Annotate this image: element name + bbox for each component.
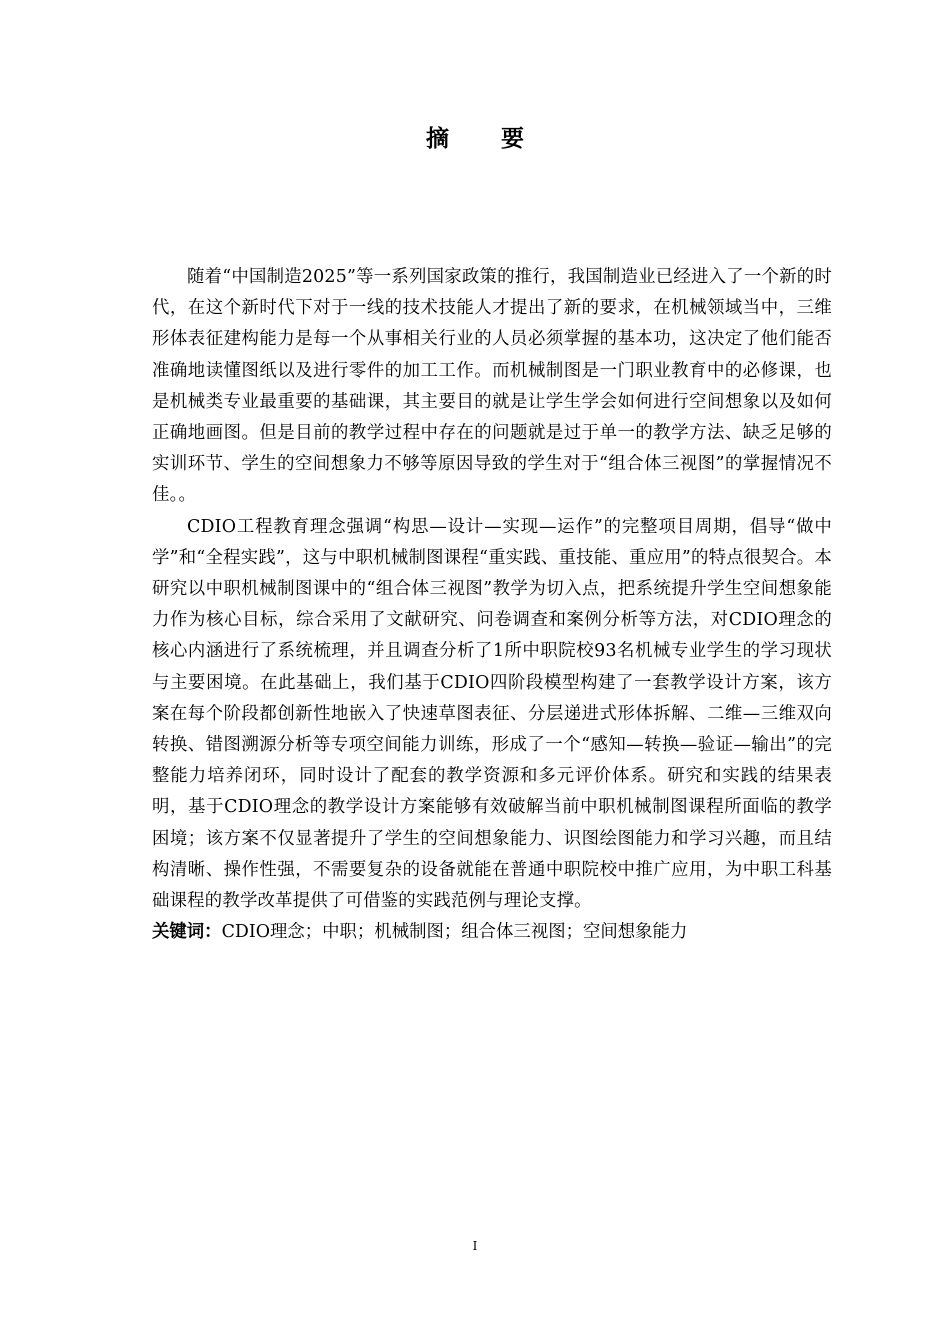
keywords-line bbox=[152, 917, 832, 948]
abstract-paragraph-2: CDIO工程教育理念强调“构思—设计—实现—运作”的完整项目周期，倡导“做中学”和“全程实践”，这与中职机械制图课程“重实践、重技能、重应用”的特点很契合。本研究以中职机械制图课中的“组合体三视图”教学为切入点，把系统提升学生空间想象能力作为核心目标，综合采用了文献研究、问卷调查和案例分析等方法，对CDIO理念的核心内涵进行了系统梳理，并且调查分析了1所中职院校93名机械专业学生的学习现状与主要困境。在此基础上，我们基于CDIO四阶段模型构建了一套教学设计方案，该方案在每个阶段都创新性地嵌入了快速草图表征、分层递进式形体拆解、二维—三维双向转换、错图溯源分析等专项空间能力训练，形成了一个“感知—转换—验证—输出”的完整能力培养闭环，同时设计了配套的教学资源和多元评价体系。研究和实践的结果表明，基于CDIO理念的教学设计方案能够有效破解当前中职机械制图课程所面临的教学困境；该方案不仅显著提升了学生的空间想象能力、识图绘图能力和学习兴趣，而且结构清晰、操作性强，不需要复杂的设备就能在普通中职院校中推广应用，为中职工科基础课程的教学改革提供了可借鉴的实践范例与理论支撑。 bbox=[152, 516, 832, 912]
abstract-body bbox=[152, 262, 832, 948]
abstract-paragraph-1: 随着“中国制造2025”等一系列国家政策的推行，我国制造业已经进入了一个新的时代，在这个新时代下对于一线的技术技能人才提出了新的要求，在机械领域当中，三维形体表征建构能力是每一个从事相关行业的人员必须掌握的基本功，这决定了他们能否准确地读懂图纸以及进行零件的加工工作。而机械制图是一门职业教育中的必修课，也是机械类专业最重要的基础课，其主要目的就是让学生学会如何进行空间想象以及如何正确地画图。但是目前的教学过程中存在的问题就是过于单一的教学方法、缺乏足够的实训环节、学生的空间想象力不够等原因导致的学生对于“组合体三视图”的掌握情况不佳。。 bbox=[152, 267, 832, 506]
keywords-label: 关键词： bbox=[152, 922, 222, 943]
page-number: I bbox=[472, 1239, 478, 1253]
abstract-title: 摘 要 bbox=[425, 126, 546, 152]
keywords-text: CDIO理念；中职；机械制图；组合体三视图；空间想象能力 bbox=[221, 922, 688, 943]
